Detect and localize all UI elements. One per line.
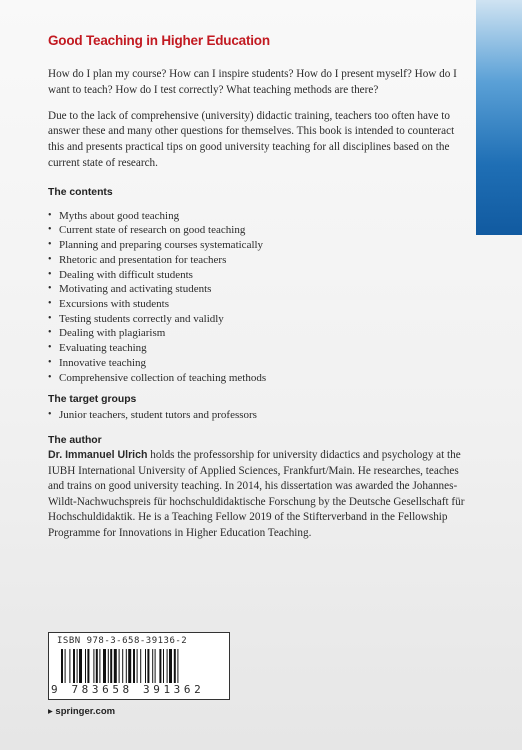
barcode-bar [159, 649, 161, 687]
list-item: • Testing students correctly and validly [48, 312, 472, 327]
barcode-bar [155, 649, 156, 687]
list-item: • Planning and preparing courses systematically [48, 238, 472, 253]
barcode-bar [99, 649, 100, 687]
intro-paragraph-2: Due to the lack of comprehensive (university) didactic training, teachers too often have to answer these and many other questions for themselves. This book is intended to counteract this and presents practical tips on good university teaching for all disciplines based on the current state of research. [48, 109, 455, 169]
list-item: • Comprehensive collection of teaching methods [48, 371, 472, 386]
barcode-bar [103, 649, 106, 687]
barcode-bar [93, 649, 94, 687]
list-item: • Motivating and activating students [48, 282, 472, 297]
barcode-bar [137, 649, 138, 687]
barcode-bar [65, 649, 66, 687]
list-item: • Innovative teaching [48, 356, 472, 371]
list-item: • Excursions with students [48, 297, 472, 312]
list-item: • Dealing with difficult students [48, 268, 472, 283]
barcode-bar [110, 649, 112, 687]
back-cover-text [48, 33, 472, 551]
publisher-url: springer.com [55, 706, 116, 717]
barcode-bar [79, 649, 82, 687]
barcode-digits: 9 783658 391362 [51, 683, 227, 696]
barcode-bar [147, 649, 149, 687]
book-title: Good Teaching in Higher Education [48, 33, 270, 48]
barcode-bar [133, 649, 135, 687]
barcode-bar [169, 649, 172, 687]
isbn-barcode [48, 632, 230, 700]
barcode-bar [174, 649, 176, 687]
barcode-bar [87, 649, 89, 687]
list-item: • Current state of research on good teaching [48, 223, 472, 238]
barcode-bar [119, 649, 120, 687]
barcode-bar [114, 649, 117, 687]
isbn-label: ISBN 978-3-658-39136-2 [57, 636, 188, 646]
blue-accent-tab [476, 0, 522, 235]
barcode-bar [163, 649, 164, 687]
barcode-bar [126, 649, 127, 687]
barcode-bar [96, 649, 98, 687]
barcode-bar [85, 649, 86, 687]
intro-paragraph-1: How do I plan my course? How can I inspire students? How do I present myself? How do I want to teach? How do I test correctly? What teaching methods are there? [48, 68, 457, 96]
contents-heading: The contents [48, 186, 113, 198]
barcode-bar [128, 649, 131, 687]
barcode-bar [73, 649, 75, 687]
list-item: • Evaluating teaching [48, 341, 472, 356]
target-groups-list [48, 408, 472, 423]
barcode-bar [177, 649, 178, 687]
barcode-bar [108, 649, 109, 687]
barcode-bar [61, 649, 63, 687]
barcode-bars [61, 649, 217, 687]
barcode-bar [145, 649, 146, 687]
barcode-bar [140, 649, 141, 687]
list-item: • Dealing with plagiarism [48, 326, 472, 341]
list-item: • Myths about good teaching [48, 209, 472, 224]
list-item: • Rhetoric and presentation for teachers [48, 253, 472, 268]
barcode-bar [167, 649, 168, 687]
barcode-bar [152, 649, 153, 687]
author-bio-text: holds the professorship for university didactics and psychology at the IUBH International University of Applied Sciences, Frankfurt/Main. He researches, teaches and trains on good university teaching. In 2014, his dissertation was awarded the Johannes-Wildt-Nachwuchspreis für hochschuldidaktische Forschung by the Deutsche Gesellschaft für Hochschuldidaktik. He is a Teaching Fellow 2019 of the Stifterverband in the Fellowship Programme for Innovations in Higher Education Teaching. [48, 448, 465, 539]
barcode-bar [122, 649, 123, 687]
target-groups-heading: The target groups [48, 394, 137, 406]
author-bio [48, 448, 472, 542]
publisher-link[interactable] [48, 706, 115, 717]
list-item: • Junior teachers, student tutors and professors [48, 408, 472, 423]
contents-list [48, 209, 472, 385]
barcode-bar [77, 649, 78, 687]
author-name: Dr. Immanuel Ulrich [48, 448, 148, 461]
barcode-bar [69, 649, 70, 687]
arrow-icon: ▸ [48, 706, 56, 717]
author-heading: The author [48, 434, 102, 446]
